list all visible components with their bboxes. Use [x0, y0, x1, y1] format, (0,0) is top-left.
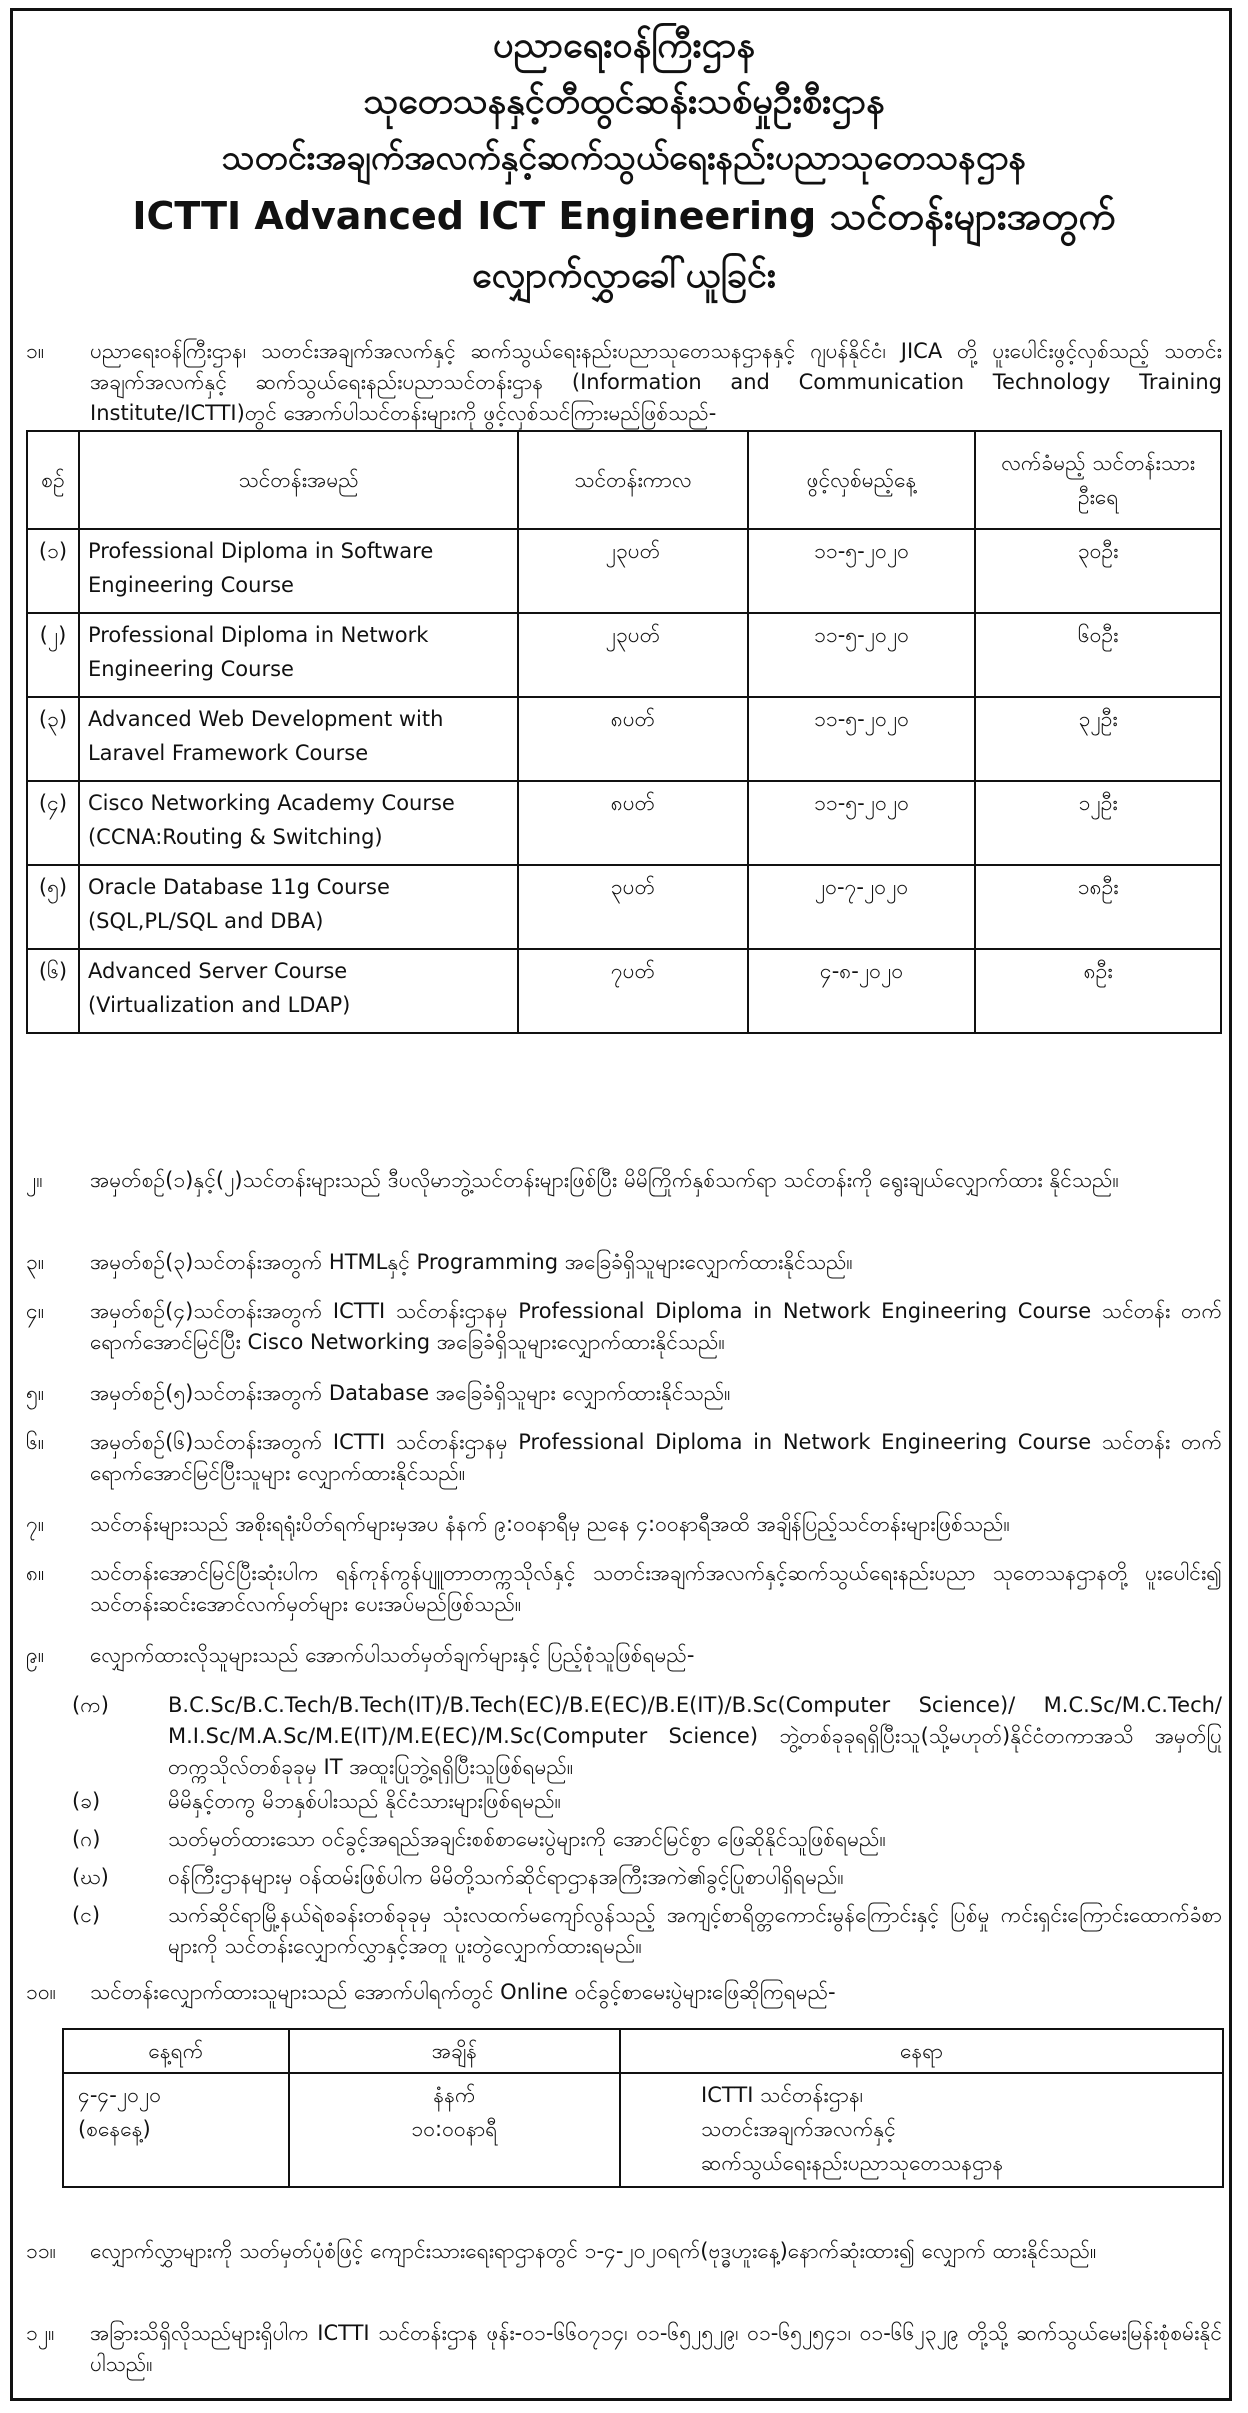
course-no-cell: [27, 781, 79, 865]
course-no-cell: [27, 613, 79, 697]
criteria-text: သက်ဆိုင်ရာမြို့နယ်ရဲစခန်းတစ်ခုခုမှ သုံးလထက်မကျော်လွန်သည့် အကျင့်စာရိတ္တကောင်းမွန်ကြောင်းနှင့် ပြစ်မှု ကင်းရှင်းကြောင်းထောက်ခံစာများကို သင်တန်းလျှောက်လွှာနှင့်အတူ ပူးတွဲလျှောက်ထားရမည်။: [168, 1903, 1222, 1958]
criteria-text: ဝန်ကြီးဌာနများမှ ဝန်ထမ်းဖြစ်ပါက မိမိတို့သက်ဆိုင်ရာဌာနအကြီးအကဲ၏ခွင့်ပြုစာပါရှိရမည်။: [168, 1865, 844, 1889]
course-name-cell: [79, 865, 518, 949]
course-row: [27, 529, 1221, 613]
course-start-date: ၁၁-၅-၂၀၂၀: [814, 623, 909, 647]
course-seats-cell: [975, 613, 1221, 697]
para-4-text: အမှတ်စဉ်(၄)သင်တန်းအတွက် ICTTI သင်တန်းဌာနမှ Professional Diploma in Network Engineering Course သင်တန်း တက်ရောက်အောင်မြင်ပြီး Cisco Networking အခြေခံရှိသူများလျှောက်ထားနိုင်သည်။: [90, 1299, 1222, 1354]
para-12-number: ၁၂။: [26, 2321, 55, 2345]
course-seats: ၁၂ဦး: [1078, 791, 1118, 815]
course-start-date-cell: [748, 949, 976, 1033]
course-period-cell: [518, 697, 748, 781]
course-seats: ၁၈ဦး: [1077, 875, 1119, 899]
para-5-text: အမှတ်စဉ်(၅)သင်တန်းအတွက် Database အခြေခံရှိသူများ လျှောက်ထားနိုင်သည်။: [90, 1381, 731, 1405]
course-no: (၆): [38, 959, 68, 983]
course-no: (၂): [39, 623, 67, 647]
course-period: ၈ပတ်: [610, 707, 656, 731]
course-name-line-1: Cisco Networking Academy Course: [87, 791, 455, 815]
exam-time: ၁၀:၀၀နာရီ: [411, 2117, 498, 2141]
exam-time-cell: [289, 2073, 620, 2187]
course-start-date-cell: [748, 781, 976, 865]
course-seats-cell: [975, 949, 1221, 1033]
course-period-cell: [518, 865, 748, 949]
course-no: (၁): [38, 539, 68, 563]
course-period-cell: [518, 949, 748, 1033]
course-seats: ၃၀ဦး: [1077, 539, 1119, 563]
course-table: [26, 430, 1222, 1034]
col-header-period: သင်တန်းကာလ: [518, 431, 748, 529]
course-period-cell: [518, 781, 748, 865]
course-row: [27, 781, 1221, 865]
col-header-no: စဉ်: [27, 431, 79, 529]
course-name-line-2: (Virtualization and LDAP): [87, 993, 351, 1017]
course-row: [27, 865, 1221, 949]
course-no-cell: [27, 697, 79, 781]
course-period: ၇ပတ်: [610, 959, 656, 983]
course-table-header-row: [27, 431, 1221, 529]
course-row: [27, 697, 1221, 781]
course-name-line-1: Professional Diploma in Software: [87, 539, 434, 563]
course-start-date: ၄-၈-၂၀၂၀: [819, 959, 904, 983]
course-no: (၃): [38, 707, 68, 731]
course-no-cell: [27, 529, 79, 613]
criteria-label: (ဃ): [72, 1865, 109, 1889]
exam-header-place: နေရာ: [620, 2029, 1223, 2073]
course-seats-cell: [975, 697, 1221, 781]
exam-header-time: အချိန်: [289, 2029, 620, 2073]
course-name-line-2: Laravel Framework Course: [87, 741, 369, 765]
course-row: [27, 613, 1221, 697]
course-name-line-2: Engineering Course: [87, 657, 294, 681]
criteria-label: (ဂ): [72, 1827, 101, 1851]
exam-date-cell: [63, 2073, 289, 2187]
course-start-date: ၂၀-၇-၂၀၂၀: [814, 875, 909, 899]
course-row: [27, 949, 1221, 1033]
course-no: (၅): [38, 875, 68, 899]
header-course-title: ICTTI Advanced ICT Engineering သင်တန်းများအတွက်: [132, 194, 1116, 238]
para-7-number: ၇။: [26, 1512, 45, 1536]
para-9-text: လျှောက်ထားလိုသူများသည် အောက်ပါသတ်မှတ်ချက်များနှင့် ပြည့်စုံသူဖြစ်ရမည်-: [90, 1643, 695, 1667]
course-name-line-1: Advanced Server Course: [87, 959, 348, 983]
course-name-line-1: Oracle Database 11g Course: [87, 875, 390, 899]
para-4-number: ၄။: [26, 1299, 45, 1323]
course-name-cell: [79, 949, 518, 1033]
criteria-text: သတ်မှတ်ထားသော ဝင်ခွင့်အရည်အချင်းစစ်စာမေးပွဲများကို အောင်မြင်စွာ ဖြေဆိုနိုင်သူဖြစ်ရမည်။: [168, 1827, 886, 1851]
para-1-number: ၁။: [26, 339, 45, 363]
exam-table: [62, 2028, 1224, 2188]
course-name-cell: [79, 529, 518, 613]
course-no-cell: [27, 865, 79, 949]
course-seats-cell: [975, 865, 1221, 949]
course-seats-cell: [975, 529, 1221, 613]
exam-place-cell: [620, 2073, 1223, 2187]
course-start-date-cell: [748, 865, 976, 949]
criteria-label: (က): [72, 1693, 109, 1717]
header-institute: သတင်းအချက်အလက်နှင့်ဆက်သွယ်ရေးနည်းပညာသုတေသနဌာန: [221, 138, 1027, 178]
criteria-text: မိမိနှင့်တကွ မိဘနှစ်ပါးသည် နိုင်ငံသားများဖြစ်ရမည်။: [168, 1789, 562, 1813]
para-8-number: ၈။: [26, 1561, 45, 1585]
course-seats: ၆၀ဦး: [1077, 623, 1119, 647]
exam-table-header-row: [63, 2029, 1223, 2073]
course-seats: ၃၂ဦး: [1078, 707, 1118, 731]
para-2-text: အမှတ်စဉ်(၁)နှင့်(၂)သင်တန်းများသည် ဒီပလိုမာဘွဲ့သင်တန်းများဖြစ်ပြီး မိမိကြိုက်နှစ်သက်ရာ သင်တန်းကို ရွေးချယ်လျှောက်ထား နိုင်သည်။: [90, 1168, 1119, 1192]
criteria-label: (ခ): [72, 1789, 101, 1813]
para-7-text: သင်တန်းများသည် အစိုးရရုံးပိတ်ရက်များမှအပ နံနက် ၉:၀၀နာရီမှ ညနေ ၄:၀၀နာရီအထိ အချိန်ပြည့်သင်တန်းများဖြစ်သည်။: [90, 1512, 1010, 1536]
course-name-line-2: Engineering Course: [87, 573, 294, 597]
para-6-text: အမှတ်စဉ်(၆)သင်တန်းအတွက် ICTTI သင်တန်းဌာနမှ Professional Diploma in Network Engineering Course သင်တန်း တက်ရောက်အောင်မြင်ပြီးသူများ လျှောက်ထားနိုင်သည်။: [90, 1430, 1222, 1485]
course-period: ၈ပတ်: [610, 791, 656, 815]
exam-place-line-2: သတင်းအချက်အလက်နှင့်: [701, 2117, 896, 2141]
para-8-text: သင်တန်းအောင်မြင်ပြီးဆုံးပါက ရန်ကုန်ကွန်ပျူတာတက္ကသိုလ်နှင့် သတင်းအချက်အလက်နှင့်ဆက်သွယ်ရေးနည်းပညာ သုတေသနဌာနတို့ ပူးပေါင်း၍ သင်တန်းဆင်းအောင်လက်မှတ်များ ပေးအပ်မည်ဖြစ်သည်။: [90, 1561, 1222, 1616]
course-period: ၃ပတ်: [610, 875, 656, 899]
para-10-text: သင်တန်းလျှောက်ထားသူများသည် အောက်ပါရက်တွင် Online ဝင်ခွင့်စာမေးပွဲများဖြေဆိုကြရမည်-: [90, 1980, 836, 2004]
course-period-cell: [518, 529, 748, 613]
course-start-date-cell: [748, 613, 976, 697]
col-header-name: သင်တန်းအမည်: [79, 431, 518, 529]
course-start-date-cell: [748, 697, 976, 781]
col-header-date: ဖွင့်လှစ်မည့်နေ့: [748, 431, 976, 529]
course-start-date: ၁၁-၅-၂၀၂၀: [814, 707, 909, 731]
course-name-cell: [79, 613, 518, 697]
course-period-cell: [518, 613, 748, 697]
para-3-number: ၃။: [26, 1250, 45, 1274]
course-seats: ၈ဦး: [1083, 959, 1113, 983]
exam-header-date: နေ့ရက်: [63, 2029, 289, 2073]
para-9-number: ၉။: [26, 1643, 45, 1667]
course-period: ၂၃ပတ်: [605, 623, 661, 647]
course-name-cell: [79, 697, 518, 781]
course-period: ၂၃ပတ်: [605, 539, 661, 563]
course-start-date-cell: [748, 529, 976, 613]
exam-place-line-3: ဆက်သွယ်ရေးနည်းပညာသုတေသနဌာန: [701, 2151, 1004, 2175]
course-name-cell: [79, 781, 518, 865]
header-announcement: လျှောက်လွှာခေါ်ယူခြင်း: [472, 255, 776, 296]
para-11-text: လျှောက်လွှာများကို သတ်မှတ်ပုံစံဖြင့် ကျောင်းသားရေးရာဌာနတွင် ၁-၄-၂၀၂၀ရက်(ဗုဒ္ဓဟူးနေ့)နောက်ဆုံးထား၍ လျှောက် ထားနိုင်သည်။: [90, 2239, 1097, 2263]
exam-place-line-1: ICTTI သင်တန်းဌာန၊: [701, 2083, 864, 2107]
course-no: (၄): [38, 791, 68, 815]
course-name-line-2: (CCNA:Routing & Switching): [87, 825, 383, 849]
para-6-number: ၆။: [26, 1430, 45, 1454]
para-12-text: အခြားသိရှိလိုသည်များရှိပါက ICTTI သင်တန်းဌာန ဖုန်း-၀၁-၆၆၀၇၁၄၊ ၀၁-၆၅၂၅၂၉၊ ၀၁-၆၅၂၅၄၁၊ ၀၁-၆၆၂၃၂၉ တို့သို့ ဆက်သွယ်မေးမြန်းစုံစမ်းနိုင်ပါသည်။: [90, 2321, 1222, 2376]
para-5-number: ၅။: [26, 1381, 45, 1405]
exam-time-period: နံနက်: [433, 2083, 476, 2107]
course-name-line-1: Professional Diploma in Network: [87, 623, 429, 647]
course-name-line-2: (SQL,PL/SQL and DBA): [87, 909, 324, 933]
para-1-text: ပညာရေးဝန်ကြီးဌာန၊ သတင်းအချက်အလက်နှင့် ဆက်သွယ်ရေးနည်းပညာသုတေသနဌာနနှင့် ဂျပန်နိုင်ငံ၊ JICA တို့ ပူးပေါင်းဖွင့်လှစ်သည့် သတင်းအချက်အလက်နှင့် ဆက်သွယ်ရေးနည်းပညာသင်တန်းဌာန (Information and Communication Technology Training Institute/ICTTI)တွင် အောက်ပါသင်တန်းများကို ဖွင့်လှစ်သင်ကြားမည်ဖြစ်သည်-: [90, 339, 1222, 425]
course-start-date: ၁၁-၅-၂၀၂၀: [814, 791, 909, 815]
course-no-cell: [27, 949, 79, 1033]
exam-table-row: [63, 2073, 1223, 2187]
exam-day: (စနေနေ့): [78, 2117, 151, 2141]
header-department: သုတေသနနှင့်တီထွင်ဆန်းသစ်မှုဦးစီးဌာန: [363, 81, 885, 122]
exam-date: ၄-၄-၂၀၂၀: [78, 2083, 162, 2107]
col-header-seats: လက်ခံမည့် သင်တန်းသားဦးရေ: [975, 431, 1221, 529]
criteria-text: B.C.Sc/B.C.Tech/B.Tech(IT)/B.Tech(EC)/B.E(EC)/B.E(IT)/B.Sc(Computer Science)/ M.C.Sc/M.C.Tech/ M.I.Sc/M.A.Sc/M.E(IT)/M.E(EC)/M.Sc(Computer Science) ဘွဲ့တစ်ခုခုရရှိပြီးသူ(သို့မဟုတ်)နိုင်ငံတကာအသိ အမှတ်ပြုတက္ကသိုလ်တစ်ခုခုမှ IT အထူးပြုဘွဲ့ရရှိပြီးသူဖြစ်ရမည်။: [168, 1693, 1222, 1779]
course-name-line-1: Advanced Web Development with: [87, 707, 444, 731]
criteria-label: (င): [72, 1903, 101, 1927]
para-3-text: အမှတ်စဉ်(၃)သင်တန်းအတွက် HTMLနှင့် Programming အခြေခံရှိသူများလျှောက်ထားနိုင်သည်။: [90, 1250, 853, 1274]
header-ministry: ပညာရေးဝန်ကြီးဌာန: [492, 25, 756, 66]
course-start-date: ၁၁-၅-၂၀၂၀: [814, 539, 909, 563]
course-seats-cell: [975, 781, 1221, 865]
para-10-number: ၁၀။: [26, 1980, 56, 2004]
para-2-number: ၂။: [26, 1168, 43, 1192]
para-11-number: ၁၁။: [26, 2239, 56, 2263]
